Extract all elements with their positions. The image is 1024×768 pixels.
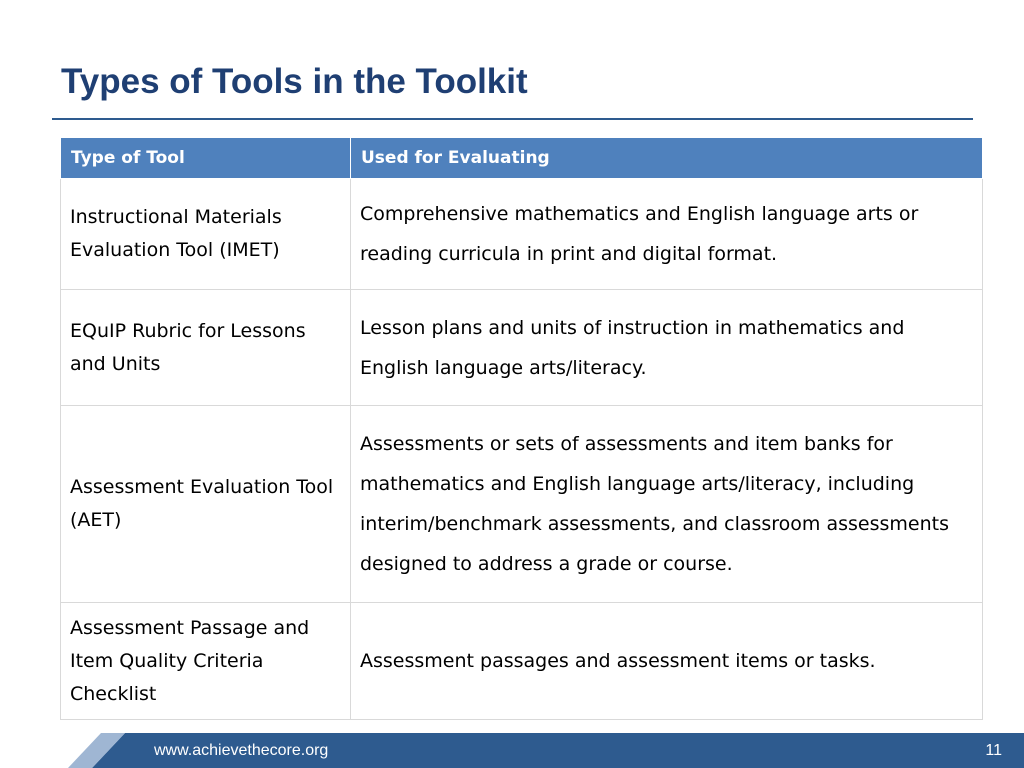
tool-name-cell: EQuIP Rubric for Lessons and Units bbox=[61, 290, 351, 406]
tool-name-cell: Assessment Evaluation Tool (AET) bbox=[61, 406, 351, 603]
page-number: 11 bbox=[985, 742, 1002, 759]
tool-name-cell: Instructional Materials Evaluation Tool (IMET) bbox=[61, 179, 351, 290]
tool-description-cell: Assessments or sets of assessments and item banks for mathematics and English language arts/literacy, including interim/benchmark assessments, and classroom assessments designed to address a grade or course. bbox=[351, 406, 983, 603]
title-underline bbox=[52, 118, 973, 120]
header-type-of-tool: Type of Tool bbox=[61, 138, 351, 179]
slide-title: Types of Tools in the Toolkit bbox=[61, 62, 528, 101]
header-used-for-evaluating: Used for Evaluating bbox=[351, 138, 983, 179]
table-row bbox=[61, 290, 983, 406]
table-header-row bbox=[61, 138, 983, 179]
table-row bbox=[61, 179, 983, 290]
tool-name-cell: Assessment Passage and Item Quality Criteria Checklist bbox=[61, 603, 351, 720]
tools-table bbox=[60, 137, 983, 720]
table-row bbox=[61, 406, 983, 603]
tool-description-cell: Comprehensive mathematics and English language arts or reading curricula in print and digital format. bbox=[351, 179, 983, 290]
tool-description-cell: Lesson plans and units of instruction in mathematics and English language arts/literacy. bbox=[351, 290, 983, 406]
footer-bar bbox=[0, 733, 1024, 768]
table-row bbox=[61, 603, 983, 720]
footer-website-link[interactable]: www.achievethecore.org bbox=[154, 742, 329, 759]
tool-description-cell: Assessment passages and assessment items or tasks. bbox=[351, 603, 983, 720]
